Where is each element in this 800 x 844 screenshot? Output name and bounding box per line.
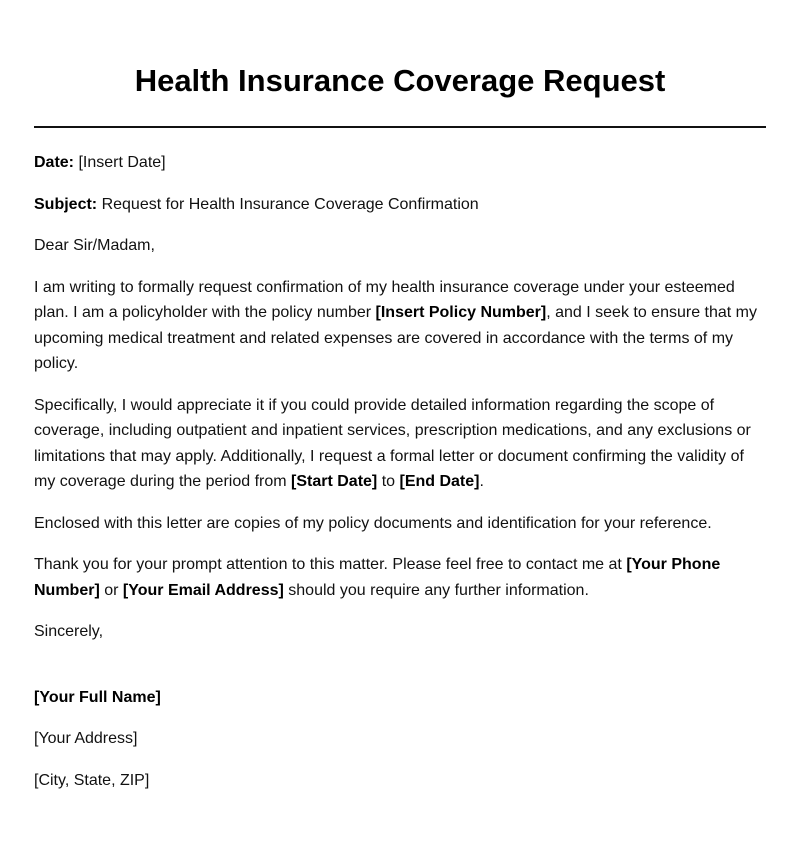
body1-text-end: , and I seek to ensure that my upcoming medical treatment and related expenses are covered in accordance with the terms of my policy. bbox=[34, 304, 757, 372]
end-date-placeholder: [End Date] bbox=[399, 473, 480, 490]
policy-number-placeholder: [Insert Policy Number] bbox=[375, 304, 547, 321]
body4-text-start: Thank you for your prompt attention to this matter. Please feel free to contact me at bbox=[34, 556, 627, 573]
signature-name bbox=[34, 685, 766, 711]
salutation: Dear Sir/Madam, bbox=[34, 237, 155, 254]
signature-address: [Your Address] bbox=[34, 730, 138, 747]
full-name-placeholder: [Your Full Name] bbox=[34, 688, 161, 706]
body2-text-end: . bbox=[479, 473, 484, 490]
body-paragraph-2 bbox=[34, 393, 766, 495]
body-paragraph-4 bbox=[34, 552, 766, 603]
title-divider bbox=[34, 126, 766, 128]
body2-text-start: Specifically, I would appreciate it if you could provide detailed information regarding the scope of coverage, including outpatient and inpatient services, prescription medications, and any exclusions or limitations that may apply. Additionally, I request a formal letter or document confirming the validity of my coverage during the period from bbox=[34, 396, 751, 490]
subject-label: Subject: bbox=[34, 195, 98, 213]
body2-text-middle: to bbox=[377, 473, 400, 490]
date-line bbox=[34, 150, 766, 176]
body-paragraph-3: Enclosed with this letter are copies of my policy documents and identification for your reference. bbox=[34, 514, 712, 532]
closing: Sincerely, bbox=[34, 623, 104, 640]
subject-value: Request for Health Insurance Coverage Confirmation bbox=[101, 195, 479, 213]
body-paragraph-1 bbox=[34, 275, 766, 377]
subject-line bbox=[34, 192, 766, 218]
phone-number-placeholder: [Your Phone Number] bbox=[34, 556, 721, 599]
email-address-placeholder: [Your Email Address] bbox=[122, 581, 284, 599]
document-title: Health Insurance Coverage Request bbox=[134, 63, 666, 98]
body4-text-middle: or bbox=[99, 581, 123, 599]
date-value: [Insert Date] bbox=[78, 154, 166, 171]
signature-city-state-zip: [City, State, ZIP] bbox=[34, 771, 150, 789]
body4-text-end: should you require any further information. bbox=[283, 581, 589, 599]
date-label: Date: bbox=[34, 154, 75, 171]
body1-text-start: I am writing to formally request confirmation of my health insurance coverage under your esteemed plan. I am a policyholder with the policy number bbox=[34, 278, 735, 321]
start-date-placeholder: [Start Date] bbox=[291, 473, 378, 490]
